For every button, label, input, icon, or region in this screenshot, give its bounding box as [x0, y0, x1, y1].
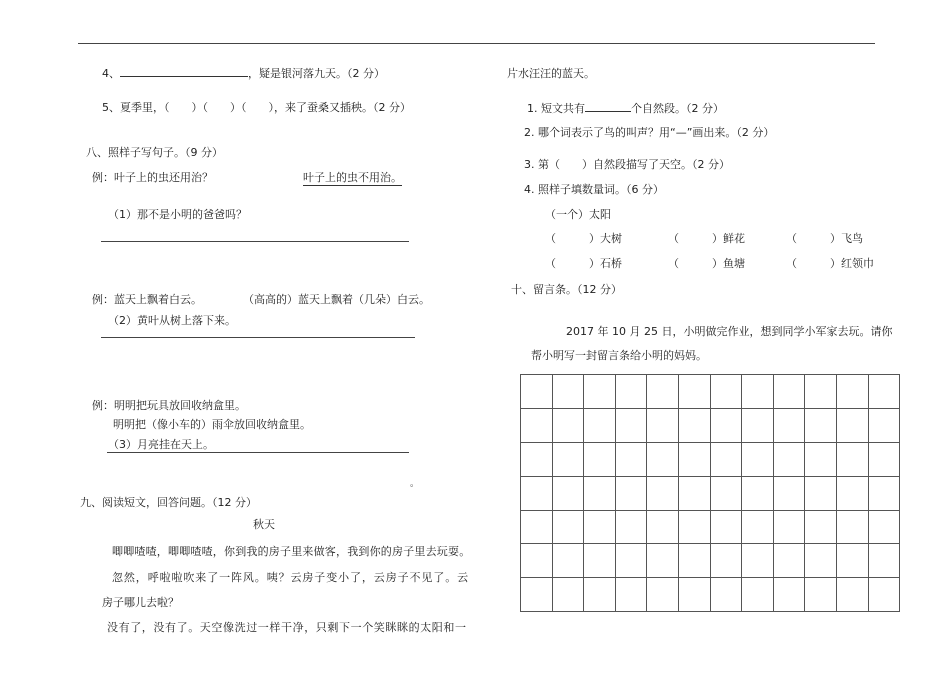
grid-cell[interactable]: [710, 510, 742, 544]
grid-cell[interactable]: [836, 510, 868, 544]
item-paren[interactable]: （ ）: [668, 232, 723, 245]
grid-cell[interactable]: [836, 442, 868, 476]
grid-row: [521, 476, 900, 510]
grid-cell[interactable]: [647, 375, 679, 409]
grid-cell[interactable]: [868, 408, 900, 442]
grid-cell[interactable]: [836, 476, 868, 510]
section-8-title: 八、照样子写句子。（9 分）: [86, 146, 223, 159]
grid-cell[interactable]: [710, 375, 742, 409]
story-paragraph-2-line-1: 忽然，呼啦啦吹来了一阵风。咦？云房子变小了，云房子不见了。云: [112, 571, 469, 584]
item-word: 鲜花: [723, 232, 745, 245]
example-2-original: 例：蓝天上飘着白云。: [92, 293, 202, 306]
item-word: 鱼塘: [723, 257, 745, 270]
grid-cell[interactable]: [868, 544, 900, 578]
grid-cell[interactable]: [552, 375, 584, 409]
grid-cell[interactable]: [742, 476, 774, 510]
grid-cell[interactable]: [710, 544, 742, 578]
story-continuation: 片水汪汪的蓝天。: [507, 67, 595, 80]
grid-cell[interactable]: [584, 476, 616, 510]
answer-blank[interactable]: [585, 101, 631, 112]
grid-cell[interactable]: [521, 544, 553, 578]
writing-grid[interactable]: [520, 374, 900, 612]
grid-cell[interactable]: [584, 375, 616, 409]
question-5: 5、夏季里，（ ）（ ）（ ），来了蚕桑又插秧。（2 分）: [102, 101, 411, 114]
grid-cell[interactable]: [521, 442, 553, 476]
measure-word-item: [668, 257, 745, 271]
grid-cell[interactable]: [615, 442, 647, 476]
reading-question-1: [527, 101, 724, 116]
measure-word-item: [545, 232, 622, 246]
grid-cell[interactable]: [678, 544, 710, 578]
grid-cell[interactable]: [647, 476, 679, 510]
grid-cell[interactable]: [552, 544, 584, 578]
measure-word-example: （一个）太阳: [545, 208, 611, 221]
item-word: 大树: [600, 232, 622, 245]
grid-cell[interactable]: [836, 408, 868, 442]
grid-row: [521, 544, 900, 578]
item-word: 飞鸟: [841, 232, 863, 245]
grid-cell[interactable]: [773, 578, 805, 612]
grid-cell[interactable]: [552, 578, 584, 612]
grid-cell[interactable]: [742, 578, 774, 612]
item-paren[interactable]: （ ）: [545, 232, 600, 245]
section-9-title: 九、阅读短文，回答问题。（12 分）: [80, 496, 257, 509]
sentence-question-3: （3）月亮挂在天上。: [108, 438, 214, 451]
example-1-prompt: 例：叶子上的虫还用治？: [92, 171, 213, 184]
example-2-expanded: （高高的）蓝天上飘着（几朵）白云。: [243, 293, 430, 306]
grid-cell[interactable]: [647, 510, 679, 544]
grid-cell[interactable]: [584, 510, 616, 544]
grid-cell[interactable]: [868, 375, 900, 409]
question-4-text: ，疑是银河落九天。（2 分）: [248, 67, 385, 80]
example-3-expanded: 明明把（像小车的）雨伞放回收纳盒里。: [113, 418, 311, 431]
measure-word-item: [668, 232, 745, 246]
story-paragraph-2-line-2: 房子哪儿去啦？: [102, 596, 179, 609]
grid-cell[interactable]: [805, 408, 837, 442]
grid-cell[interactable]: [647, 408, 679, 442]
grid-cell[interactable]: [647, 578, 679, 612]
grid-cell[interactable]: [584, 544, 616, 578]
item-paren[interactable]: （ ）: [545, 257, 600, 270]
grid-row: [521, 408, 900, 442]
grid-cell[interactable]: [805, 375, 837, 409]
grid-cell[interactable]: [836, 544, 868, 578]
question-4-number: 4、: [102, 67, 120, 80]
reading-question-2: 2. 哪个词表示了鸟的叫声？用“—”画出来。（2 分）: [524, 126, 775, 139]
answer-line-3[interactable]: [107, 452, 409, 453]
grid-cell[interactable]: [836, 578, 868, 612]
stray-mark: 。: [410, 479, 420, 489]
question-4: [102, 66, 385, 81]
answer-line-2[interactable]: [101, 337, 415, 338]
grid-cell[interactable]: [615, 578, 647, 612]
grid-cell[interactable]: [584, 578, 616, 612]
grid-cell[interactable]: [678, 476, 710, 510]
grid-cell[interactable]: [710, 408, 742, 442]
grid-cell[interactable]: [521, 375, 553, 409]
grid-cell[interactable]: [710, 476, 742, 510]
grid-cell[interactable]: [805, 442, 837, 476]
note-instruction-line-2: 帮小明写一封留言条给小明的妈妈。: [531, 349, 707, 362]
grid-cell[interactable]: [710, 442, 742, 476]
story-paragraph-1: 唧唧喳喳，唧唧喳喳，你到我的房子里来做客，我到你的房子里去玩耍。: [112, 545, 471, 558]
grid-cell[interactable]: [678, 408, 710, 442]
grid-cell[interactable]: [868, 476, 900, 510]
reading-question-3: 3. 第（ ）自然段描写了天空。（2 分）: [524, 158, 730, 171]
grid-cell[interactable]: [552, 476, 584, 510]
answer-blank[interactable]: [120, 66, 248, 77]
grid-cell[interactable]: [521, 408, 553, 442]
grid-cell[interactable]: [584, 442, 616, 476]
grid-row: [521, 442, 900, 476]
measure-word-item: [545, 257, 622, 271]
grid-cell[interactable]: [868, 578, 900, 612]
grid-cell[interactable]: [805, 544, 837, 578]
grid-cell[interactable]: [773, 375, 805, 409]
top-rule: [78, 43, 875, 44]
item-paren[interactable]: （ ）: [786, 232, 841, 245]
item-paren[interactable]: （ ）: [786, 257, 841, 270]
grid-cell[interactable]: [552, 510, 584, 544]
item-paren[interactable]: （ ）: [668, 257, 723, 270]
grid-row: [521, 375, 900, 409]
example-3-original: 例：明明把玩具放回收纳盒里。: [92, 399, 246, 412]
grid-cell[interactable]: [678, 510, 710, 544]
grid-cell[interactable]: [742, 544, 774, 578]
grid-cell[interactable]: [615, 544, 647, 578]
grid-cell[interactable]: [615, 408, 647, 442]
grid-cell[interactable]: [805, 510, 837, 544]
grid-cell[interactable]: [647, 442, 679, 476]
sentence-question-2: （2）黄叶从树上落下来。: [108, 314, 236, 327]
grid-cell[interactable]: [678, 442, 710, 476]
grid-cell[interactable]: [584, 408, 616, 442]
grid-cell[interactable]: [615, 375, 647, 409]
grid-cell[interactable]: [678, 375, 710, 409]
story-title: 秋天: [253, 518, 275, 531]
grid-cell[interactable]: [615, 476, 647, 510]
grid-cell[interactable]: [773, 544, 805, 578]
grid-row: [521, 510, 900, 544]
grid-cell[interactable]: [742, 375, 774, 409]
grid-cell[interactable]: [521, 578, 553, 612]
item-word: 石桥: [600, 257, 622, 270]
grid-cell[interactable]: [742, 510, 774, 544]
grid-cell[interactable]: [805, 476, 837, 510]
grid-row: [521, 578, 900, 612]
grid-cell[interactable]: [615, 510, 647, 544]
reading-question-4: 4. 照样子填数量词。（6 分）: [524, 183, 664, 196]
reading-question-1-text-a: 1. 短文共有: [527, 102, 585, 115]
example-1-answer: 叶子上的虫不用治。: [303, 171, 402, 184]
section-10-title: 十、留言条。（12 分）: [511, 283, 622, 296]
grid-cell[interactable]: [552, 442, 584, 476]
grid-cell[interactable]: [836, 375, 868, 409]
grid-cell[interactable]: [647, 544, 679, 578]
grid-cell[interactable]: [742, 442, 774, 476]
grid-cell[interactable]: [710, 578, 742, 612]
grid-cell[interactable]: [773, 510, 805, 544]
sentence-question-1: （1）那不是小明的爸爸吗？: [108, 208, 247, 221]
grid-cell[interactable]: [521, 510, 553, 544]
grid-cell[interactable]: [742, 408, 774, 442]
grid-cell[interactable]: [521, 476, 553, 510]
measure-word-item: [786, 232, 863, 246]
grid-cell[interactable]: [773, 408, 805, 442]
grid-cell[interactable]: [773, 442, 805, 476]
story-paragraph-3: 没有了，没有了。天空像洗过一样干净，只剩下一个笑眯眯的太阳和一: [107, 621, 467, 634]
item-word: 红领巾: [841, 257, 874, 270]
grid-cell[interactable]: [868, 442, 900, 476]
grid-cell[interactable]: [678, 578, 710, 612]
note-instruction-line-1: 2017 年 10 月 25 日，小明做完作业，想到同学小军家去玩。请你: [566, 325, 893, 338]
grid-cell[interactable]: [868, 510, 900, 544]
measure-word-item: [786, 257, 874, 271]
grid-cell[interactable]: [773, 476, 805, 510]
grid-cell[interactable]: [552, 408, 584, 442]
grid-cell[interactable]: [805, 578, 837, 612]
answer-line-1[interactable]: [101, 241, 409, 242]
reading-question-1-text-b: 个自然段。（2 分）: [631, 102, 724, 115]
